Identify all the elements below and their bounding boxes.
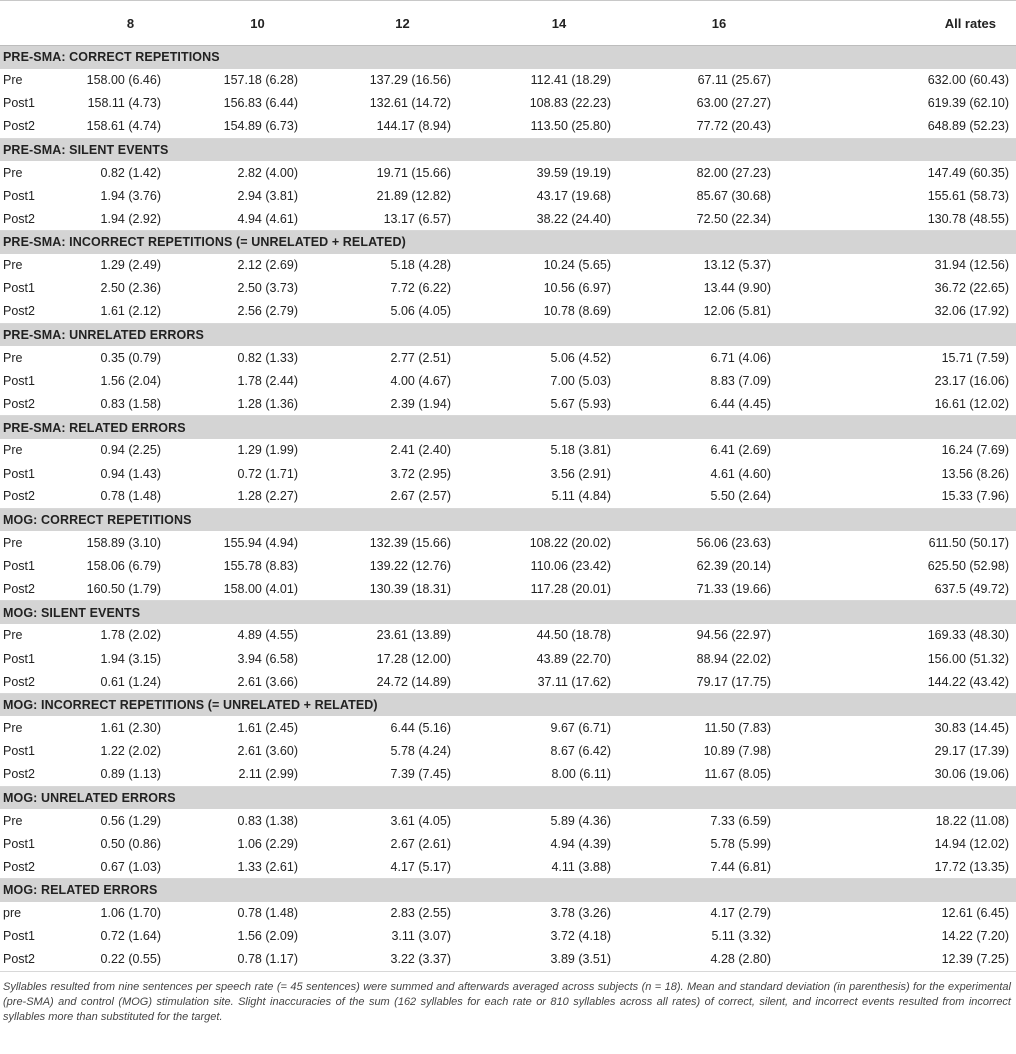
row-label: Pre (3, 165, 23, 180)
table-row (0, 277, 1016, 300)
table-cell: 158.89 (3.10) (86, 535, 161, 550)
cell-all-rates: 31.94 (12.56) (934, 258, 1009, 273)
cell-all-rates: 144.22 (43.42) (799, 670, 1016, 693)
cell-all-rates: 15.71 (7.59) (941, 350, 1009, 365)
table-cell: 132.39 (15.66) (369, 535, 451, 550)
table-cell: 156.83 (6.44) (223, 96, 298, 111)
table-cell: 158.06 (6.79) (86, 559, 161, 574)
table-row (0, 832, 1016, 855)
cell-all-rates: 17.72 (13.35) (799, 855, 1016, 878)
table-row (0, 624, 1016, 647)
cell-all-rates: 637.5 (49.72) (799, 578, 1016, 601)
table-cell: 3.94 (6.58) (237, 651, 298, 666)
table-cell: 4.17 (5.17) (326, 855, 479, 878)
row-label: Post1 (3, 373, 35, 388)
row-label: pre (3, 906, 22, 921)
table-cell: 4.11 (3.88) (479, 855, 639, 878)
table-cell: 113.50 (25.80) (479, 115, 639, 138)
table-cell: 8.83 (7.09) (710, 373, 771, 388)
table-cell: 79.17 (17.75) (639, 670, 799, 693)
row-label: Pre (3, 443, 23, 458)
table-cell: 10.78 (8.69) (479, 300, 639, 323)
row-label: Post1 (3, 281, 35, 296)
table-cell: 1.94 (3.15) (100, 651, 161, 666)
section-title: MOG: CORRECT REPETITIONS (0, 508, 1016, 531)
row-label: Pre (3, 73, 23, 88)
table-cell: 110.06 (23.42) (530, 559, 611, 574)
cell-all-rates: 130.78 (48.55) (799, 207, 1016, 230)
table-cell: 1.06 (1.70) (100, 906, 161, 921)
table-cell: 1.28 (1.36) (189, 393, 326, 416)
table-cell: 1.78 (2.44) (237, 373, 298, 388)
table-cell: 0.89 (1.13) (72, 763, 189, 786)
table-cell: 1.29 (2.49) (100, 258, 161, 273)
table-cell: 63.00 (27.27) (696, 96, 771, 111)
cell-all-rates: 32.06 (17.92) (799, 300, 1016, 323)
row-label: Post1 (3, 466, 35, 481)
table-cell: 6.41 (2.69) (710, 443, 771, 458)
table-cell: 43.89 (22.70) (536, 651, 611, 666)
header-rate-8: 8 (126, 15, 135, 31)
cell-all-rates: 16.61 (12.02) (799, 393, 1016, 416)
table-cell: 0.61 (1.24) (72, 670, 189, 693)
section-title: MOG: RELATED ERRORS (0, 879, 1016, 902)
table-cell: 5.11 (4.84) (479, 485, 639, 508)
row-label: Post2 (0, 670, 72, 693)
table-cell: 1.94 (3.76) (100, 188, 161, 203)
section-title: MOG: INCORRECT REPETITIONS (= UNRELATED + RELATED) (0, 693, 1016, 716)
table-cell: 19.71 (15.66) (376, 165, 451, 180)
table-row (0, 578, 1016, 601)
cell-all-rates: 147.49 (60.35) (927, 165, 1009, 180)
table-cell: 158.11 (4.73) (87, 96, 161, 111)
cell-all-rates: 36.72 (22.65) (934, 281, 1009, 296)
table-cell: 2.61 (3.66) (189, 670, 326, 693)
table-row (0, 254, 1016, 277)
table-cell: 10.24 (5.65) (543, 258, 611, 273)
cell-all-rates: 15.33 (7.96) (799, 485, 1016, 508)
table-cell: 5.78 (4.24) (390, 744, 451, 759)
table-row (0, 346, 1016, 369)
row-label: Pre (3, 721, 23, 736)
cell-all-rates: 14.22 (7.20) (941, 929, 1009, 944)
table-cell: 11.67 (8.05) (639, 763, 799, 786)
table-row (0, 855, 1016, 878)
table-cell: 0.82 (1.42) (100, 165, 161, 180)
table-cell: 3.72 (4.18) (550, 929, 611, 944)
table-cell: 0.56 (1.29) (100, 813, 161, 828)
cell-all-rates: 12.61 (6.45) (941, 906, 1009, 921)
table-cell: 4.61 (4.60) (710, 466, 771, 481)
section-header-row (0, 231, 1016, 254)
table-row (0, 369, 1016, 392)
header-rate-14: 14 (551, 15, 567, 31)
table-cell: 12.06 (5.81) (639, 300, 799, 323)
row-label: Post2 (0, 393, 72, 416)
table-cell: 0.67 (1.03) (72, 855, 189, 878)
section-header-row (0, 879, 1016, 902)
table-cell: 5.18 (4.28) (390, 258, 451, 273)
table-cell: 108.83 (22.23) (529, 96, 611, 111)
table-cell: 6.71 (4.06) (710, 350, 771, 365)
table-cell: 7.44 (6.81) (639, 855, 799, 878)
section-header-row (0, 601, 1016, 624)
table-cell: 158.00 (6.46) (86, 73, 161, 88)
table-cell: 132.61 (14.72) (369, 96, 451, 111)
table-cell: 4.89 (4.55) (237, 628, 298, 643)
table-cell: 0.78 (1.17) (189, 948, 326, 971)
table-cell: 44.50 (18.78) (536, 628, 611, 643)
table-cell: 2.56 (2.79) (189, 300, 326, 323)
table-cell: 6.44 (4.45) (639, 393, 799, 416)
table-cell: 3.72 (2.95) (390, 466, 451, 481)
table-cell: 2.12 (2.69) (237, 258, 298, 273)
table-cell: 7.39 (7.45) (326, 763, 479, 786)
table-cell: 43.17 (19.68) (536, 188, 611, 203)
table-cell: 2.39 (1.94) (326, 393, 479, 416)
table-cell: 5.89 (4.36) (550, 813, 611, 828)
table-cell: 71.33 (19.66) (639, 578, 799, 601)
table-cell: 1.22 (2.02) (100, 744, 161, 759)
table-cell: 0.82 (1.33) (237, 350, 298, 365)
table-cell: 0.83 (1.38) (237, 813, 298, 828)
table-row (0, 393, 1016, 416)
table-cell: 2.50 (2.36) (100, 281, 161, 296)
table-cell: 56.06 (23.63) (696, 535, 771, 550)
table-cell: 139.22 (12.76) (369, 559, 451, 574)
table-cell: 130.39 (18.31) (326, 578, 479, 601)
table-row (0, 300, 1016, 323)
section-header-row (0, 138, 1016, 161)
cell-all-rates: 30.06 (19.06) (799, 763, 1016, 786)
table-cell: 88.94 (22.02) (696, 651, 771, 666)
table-cell: 1.56 (2.09) (237, 929, 298, 944)
table-cell: 5.78 (5.99) (710, 836, 771, 851)
table-cell: 144.17 (8.94) (326, 115, 479, 138)
table-cell: 82.00 (27.23) (696, 165, 771, 180)
row-label: Post1 (3, 188, 35, 203)
row-label: Post1 (3, 96, 35, 111)
row-label: Post2 (0, 207, 72, 230)
table-row (0, 462, 1016, 485)
table-cell: 0.78 (1.48) (237, 906, 298, 921)
table-cell: 2.82 (4.00) (237, 165, 298, 180)
row-label: Post2 (0, 485, 72, 508)
table-cell: 77.72 (20.43) (639, 115, 799, 138)
row-label: Pre (3, 350, 23, 365)
table-body (0, 46, 1016, 972)
table-cell: 0.50 (0.86) (100, 836, 161, 851)
table-cell: 1.28 (2.27) (189, 485, 326, 508)
table-cell: 6.44 (5.16) (390, 721, 451, 736)
table-cell: 24.72 (14.89) (326, 670, 479, 693)
row-label: Post2 (0, 115, 72, 138)
table-cell: 4.17 (2.79) (710, 906, 771, 921)
table-cell: 9.67 (6.71) (550, 721, 611, 736)
table-cell: 1.94 (2.92) (72, 207, 189, 230)
row-label: Post1 (3, 651, 35, 666)
section-header-row (0, 786, 1016, 809)
section-title: MOG: UNRELATED ERRORS (0, 786, 1016, 809)
section-header-row (0, 416, 1016, 439)
table-row (0, 948, 1016, 971)
cell-all-rates: 13.56 (8.26) (941, 466, 1009, 481)
table-cell: 4.00 (4.67) (390, 373, 451, 388)
table-cell: 155.94 (4.94) (223, 535, 298, 550)
section-title: PRE-SMA: INCORRECT REPETITIONS (= UNRELATED + RELATED) (0, 231, 1016, 254)
table-cell: 1.56 (2.04) (100, 373, 161, 388)
section-title: MOG: SILENT EVENTS (0, 601, 1016, 624)
section-header-row (0, 693, 1016, 716)
section-title: PRE-SMA: SILENT EVENTS (0, 138, 1016, 161)
table-cell: 0.94 (2.25) (100, 443, 161, 458)
cell-all-rates: 14.94 (12.02) (934, 836, 1009, 851)
table-row (0, 161, 1016, 184)
table-row (0, 925, 1016, 948)
row-label: Pre (3, 258, 23, 273)
table-cell: 158.61 (4.74) (72, 115, 189, 138)
table-cell: 3.61 (4.05) (390, 813, 451, 828)
table-cell: 5.50 (2.64) (639, 485, 799, 508)
row-label: Pre (3, 813, 23, 828)
table-cell: 0.72 (1.71) (237, 466, 298, 481)
section-header-row (0, 46, 1016, 69)
table-row (0, 555, 1016, 578)
table-cell: 1.29 (1.99) (237, 443, 298, 458)
table-row (0, 670, 1016, 693)
table-row (0, 809, 1016, 832)
cell-all-rates: 30.83 (14.45) (934, 721, 1009, 736)
row-label: Post1 (3, 929, 35, 944)
table-cell: 0.83 (1.58) (72, 393, 189, 416)
table-cell: 4.28 (2.80) (639, 948, 799, 971)
row-label: Post2 (0, 763, 72, 786)
table-cell: 3.11 (3.07) (391, 929, 451, 944)
table-cell: 137.29 (16.56) (369, 73, 451, 88)
table-cell: 8.00 (6.11) (479, 763, 639, 786)
header-rate-16: 16 (711, 15, 727, 31)
table-row (0, 207, 1016, 230)
table-row (0, 902, 1016, 925)
table-cell: 0.72 (1.64) (100, 929, 161, 944)
table-cell: 5.18 (3.81) (550, 443, 611, 458)
table-cell: 67.11 (25.67) (697, 73, 771, 88)
header-rate-12: 12 (395, 15, 410, 31)
section-header-row (0, 508, 1016, 531)
table-cell: 1.33 (2.61) (189, 855, 326, 878)
table-cell: 5.11 (3.32) (711, 929, 771, 944)
row-label: Post2 (0, 855, 72, 878)
table-cell: 0.22 (0.55) (72, 948, 189, 971)
table-row (0, 716, 1016, 739)
table-cell: 85.67 (30.68) (696, 188, 771, 203)
row-label: Post2 (0, 948, 72, 971)
table-cell: 10.56 (6.97) (543, 281, 611, 296)
row-label: Post1 (3, 744, 35, 759)
table-cell: 13.17 (6.57) (326, 207, 479, 230)
row-label: Post1 (3, 836, 35, 851)
table-cell: 2.11 (2.99) (189, 763, 326, 786)
table-cell: 7.33 (6.59) (710, 813, 771, 828)
table-cell: 23.61 (13.89) (376, 628, 451, 643)
table-cell: 0.78 (1.48) (72, 485, 189, 508)
header-rate-10: 10 (250, 15, 265, 31)
table-cell: 117.28 (20.01) (479, 578, 639, 601)
table-cell: 5.67 (5.93) (479, 393, 639, 416)
table-cell: 3.89 (3.51) (479, 948, 639, 971)
table-footnote: Syllables resulted from nine sentences per speech rate (= 45 sentences) were summed and afterwards averaged across subjects (n = 18). Mean and standard deviation (in parenthesis) for the experimental (pre-SMA) and control (MOG) stimulation site. Slight inaccuracies of the sum (162 syllables for each rate or 810 syllables across all rates) of correct, silent, and incorrect events resulted from incorrect syllables more than substituted for the target. (3, 980, 1011, 1023)
table-cell: 10.89 (7.98) (703, 744, 771, 759)
table-cell: 2.61 (3.60) (237, 744, 298, 759)
table-cell: 5.06 (4.05) (326, 300, 479, 323)
table-cell: 72.50 (22.34) (639, 207, 799, 230)
table-cell: 94.56 (22.97) (696, 628, 771, 643)
table-cell: 112.41 (18.29) (530, 73, 611, 88)
cell-all-rates: 12.39 (7.25) (799, 948, 1016, 971)
table-cell: 0.35 (0.79) (100, 350, 161, 365)
table-row (0, 647, 1016, 670)
table-cell: 7.72 (6.22) (390, 281, 451, 296)
row-label: Pre (3, 535, 23, 550)
table-cell: 154.89 (6.73) (189, 115, 326, 138)
table-cell: 108.22 (20.02) (529, 535, 611, 550)
cell-all-rates: 155.61 (58.73) (927, 188, 1009, 203)
header-all-rates: All rates (944, 15, 996, 31)
table-row (0, 763, 1016, 786)
table-cell: 13.44 (9.90) (703, 281, 771, 296)
table-cell: 0.94 (1.43) (100, 466, 161, 481)
table-cell: 4.94 (4.61) (189, 207, 326, 230)
table-cell: 3.78 (3.26) (550, 906, 611, 921)
table-cell: 1.61 (2.12) (72, 300, 189, 323)
cell-all-rates: 156.00 (51.32) (927, 651, 1009, 666)
table-cell: 1.78 (2.02) (100, 628, 161, 643)
cell-all-rates: 648.89 (52.23) (799, 115, 1016, 138)
cell-all-rates: 29.17 (17.39) (934, 744, 1009, 759)
table-cell: 158.00 (4.01) (189, 578, 326, 601)
table-cell: 1.61 (2.45) (237, 721, 298, 736)
table-cell: 39.59 (19.19) (536, 165, 611, 180)
table-row (0, 531, 1016, 554)
cell-all-rates: 23.17 (16.06) (934, 373, 1009, 388)
table-cell: 2.77 (2.51) (390, 350, 451, 365)
table-cell: 17.28 (12.00) (376, 651, 451, 666)
table-cell: 3.56 (2.91) (550, 466, 611, 481)
row-label: Post2 (0, 300, 72, 323)
table-row (0, 69, 1016, 92)
row-label: Pre (3, 628, 23, 643)
table-cell: 8.67 (6.42) (550, 744, 611, 759)
section-title: PRE-SMA: CORRECT REPETITIONS (0, 46, 1016, 69)
table-cell: 2.50 (3.73) (237, 281, 298, 296)
row-label: Post2 (0, 578, 72, 601)
cell-all-rates: 619.39 (62.10) (927, 96, 1009, 111)
table-cell: 21.89 (12.82) (376, 188, 451, 203)
table-cell: 4.94 (4.39) (550, 836, 611, 851)
table-row (0, 92, 1016, 115)
table-cell: 11.50 (7.83) (704, 721, 771, 736)
cell-all-rates: 16.24 (7.69) (941, 443, 1009, 458)
table-cell: 7.00 (5.03) (550, 373, 611, 388)
table-cell: 160.50 (1.79) (72, 578, 189, 601)
table-row (0, 115, 1016, 138)
section-header-row (0, 323, 1016, 346)
table-row (0, 485, 1016, 508)
cell-all-rates: 611.50 (50.17) (928, 535, 1009, 550)
table-cell: 5.06 (4.52) (550, 350, 611, 365)
table-cell: 2.67 (2.61) (390, 836, 451, 851)
row-label: Post1 (3, 559, 35, 574)
table-header-row (0, 1, 1016, 46)
table-row (0, 439, 1016, 462)
table-cell: 2.67 (2.57) (326, 485, 479, 508)
table-cell: 155.78 (8.83) (223, 559, 298, 574)
table-cell: 37.11 (17.62) (479, 670, 639, 693)
table-cell: 3.22 (3.37) (326, 948, 479, 971)
table-cell: 2.83 (2.55) (390, 906, 451, 921)
section-title: PRE-SMA: RELATED ERRORS (0, 416, 1016, 439)
cell-all-rates: 625.50 (52.98) (927, 559, 1009, 574)
cell-all-rates: 169.33 (48.30) (927, 628, 1009, 643)
cell-all-rates: 632.00 (60.43) (927, 73, 1009, 88)
table-cell: 38.22 (24.40) (479, 207, 639, 230)
cell-all-rates: 18.22 (11.08) (935, 813, 1009, 828)
table-cell: 157.18 (6.28) (223, 73, 298, 88)
table-cell: 13.12 (5.37) (703, 258, 771, 273)
table-cell: 1.61 (2.30) (100, 721, 161, 736)
table-row (0, 740, 1016, 763)
table-cell: 2.94 (3.81) (237, 188, 298, 203)
header-label-col (0, 1, 72, 46)
table-cell: 1.06 (2.29) (237, 836, 298, 851)
table-cell: 2.41 (2.40) (390, 443, 451, 458)
table-row (0, 184, 1016, 207)
section-title: PRE-SMA: UNRELATED ERRORS (0, 323, 1016, 346)
table-cell: 62.39 (20.14) (696, 559, 771, 574)
